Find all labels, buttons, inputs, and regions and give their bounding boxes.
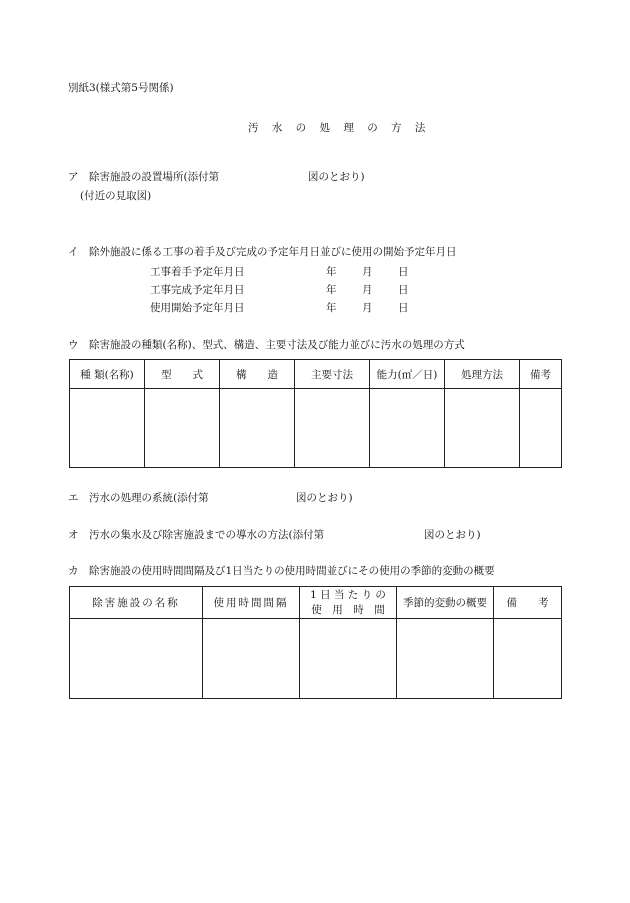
cell-type[interactable] [70,389,145,468]
schedule-complete-label: 工事完成予定年月日 [150,284,245,296]
cell-remarks[interactable] [520,389,562,468]
cell-method[interactable] [445,389,520,468]
schedule-start-year: 年 [326,266,337,278]
section-a-label: ア 除害施設の設置場所(添付第 [68,171,220,183]
section-ka-label: カ 除害施設の使用時間間隔及び1日当たりの使用時間並びにその使用の季節的変動の概要 [68,565,495,577]
schedule-use-label: 使用開始予定年月日 [150,302,245,314]
usage-entry-row [70,619,562,699]
schedule-start-day: 日 [398,266,409,278]
section-e-tail: 図のとおり) [296,492,353,504]
cell-facility-name[interactable] [70,619,203,699]
schedule-use-month: 月 [362,302,373,314]
schedule-start-label: 工事着手予定年月日 [150,266,245,278]
usage-header-row [70,587,562,619]
section-o-tail: 図のとおり) [424,529,481,541]
cell-daily-usage[interactable] [300,619,397,699]
section-a-note: (付近の見取図) [80,190,152,202]
header-daily-usage-line1: 1 日 当 た り の [310,588,386,601]
section-a-tail: 図のとおり) [308,171,365,183]
usage-table [69,586,562,699]
cell-model[interactable] [145,389,220,468]
cell-usage-interval[interactable] [203,619,300,699]
cell-usage-remarks[interactable] [494,619,562,699]
form-reference: 別紙3(様式第5号関係) [68,82,174,94]
cell-capacity[interactable] [370,389,445,468]
facility-spec-table [69,359,562,468]
section-o-label: オ 汚水の集水及び除害施設までの導水の方法(添付第 [68,529,325,541]
header-usage-interval: 使用時間間隔 [203,587,300,619]
header-capacity: 能力(㎥／日) [370,360,445,389]
header-model: 型 式 [145,360,220,389]
schedule-complete-month: 月 [362,284,373,296]
cell-structure[interactable] [220,389,295,468]
header-type: 種 類(名称) [70,360,145,389]
header-daily-usage-line2: 使 用 時 間 [311,603,385,616]
schedule-use-day: 日 [398,302,409,314]
schedule-use-year: 年 [326,302,337,314]
section-u-label: ウ 除害施設の種類(名称)、型式、構造、主要寸法及び能力並びに汚水の処理の方式 [68,339,465,351]
section-i-label: イ 除外施設に係る工事の着手及び完成の予定年月日並びに使用の開始予定年月日 [68,246,457,258]
schedule-complete-day: 日 [398,284,409,296]
cell-dimensions[interactable] [295,389,370,468]
facility-spec-entry-row [70,389,562,468]
header-remarks: 備考 [520,360,562,389]
header-method: 処理方法 [445,360,520,389]
section-e-label: エ 汚水の処理の系統(添付第 [68,492,209,504]
header-usage-remarks: 備 考 [494,587,562,619]
facility-spec-header-row [70,360,562,389]
header-seasonal-variation: 季節的変動の概要 [397,587,494,619]
header-daily-usage [300,587,397,619]
header-dimensions: 主要寸法 [295,360,370,389]
header-structure: 構 造 [220,360,295,389]
cell-seasonal-variation[interactable] [397,619,494,699]
schedule-start-month: 月 [362,266,373,278]
document-title: 汚 水 の 処 理 の 方 法 [248,122,431,134]
schedule-complete-year: 年 [326,284,337,296]
header-facility-name: 除害施設の名称 [70,587,203,619]
